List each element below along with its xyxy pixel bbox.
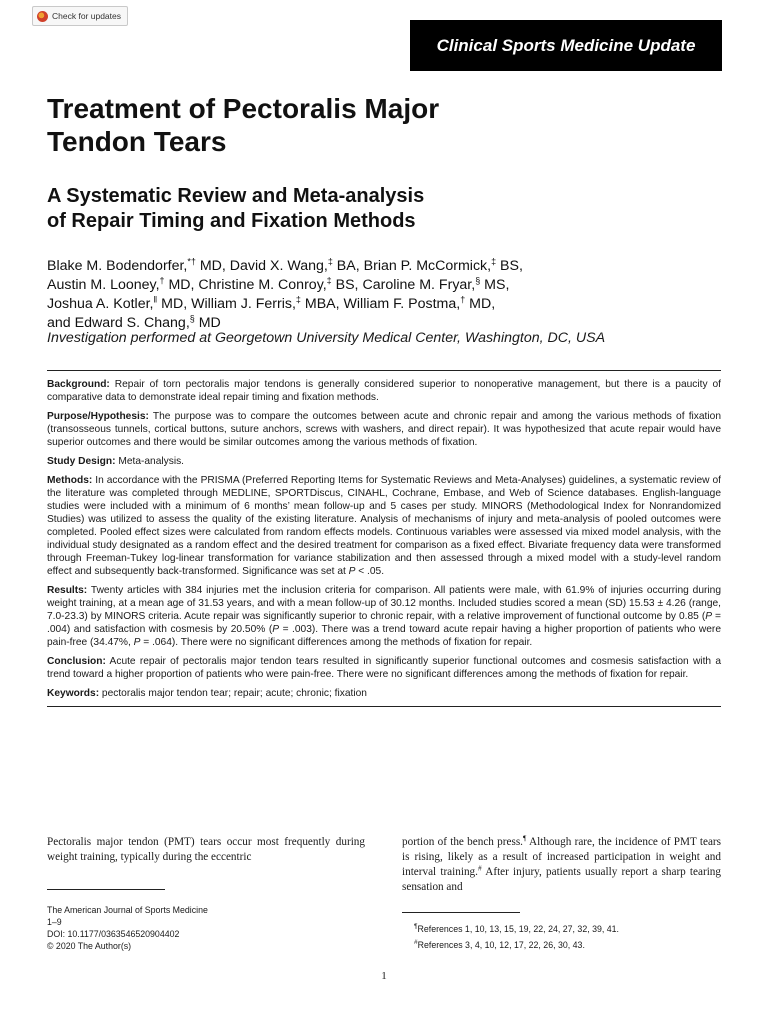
author: William F. Postma,† MD, bbox=[343, 294, 496, 312]
page-number: 1 bbox=[381, 970, 387, 982]
crossmark-icon bbox=[37, 11, 48, 22]
article-subtitle bbox=[47, 184, 707, 234]
body-text-left-column: Pectoralis major tendon (PMT) tears occur most frequently during weight training, typically during the eccentric bbox=[47, 836, 365, 863]
author: Joshua A. Kotler,‖ MD, bbox=[47, 294, 192, 312]
author: and Edward S. Chang,§ MD bbox=[47, 313, 221, 331]
abstract-conclusion: Conclusion: Acute repair of pectoralis major tendon tears resulted in significantly superior functional outcomes and cosmesis satisfaction with a trend toward a higher proportion of patients who were pain-free. There were no significant differences among the methods of fixation for repair. bbox=[47, 656, 721, 680]
footnote: ¶References 1, 10, 13, 15, 19, 22, 24, 27, 32, 39, 41. bbox=[414, 923, 619, 934]
author: Brian P. McCormick,‡ BS, bbox=[363, 256, 523, 274]
doi: DOI: 10.1177/0363546520904402 bbox=[47, 929, 180, 939]
abstract-results: Results: Twenty articles with 384 injuries met the inclusion criteria for comparison. All patients were male, with 61.9% of injuries occurring during weight training, at a mean age of 31.53 years, and with a mean follow-up of 30.12 months. Included studies scored a mean (SD) 15.53 ± 4.26 (range, 7.0-23.3) by MINORS criteria. Acute repair was significantly superior to chronic repair, with a relative improvement of functional outcome by 0.85 (P = .004) and satisfaction with cosmesis by 20.50% (P = .003). There was a trend toward acute repair having a higher proportion of patients who were pain-free (34.47%, P = .064). There were no significant differences among the methods of fixation for repair. bbox=[47, 585, 721, 648]
title-line-2: Tendon Tears bbox=[47, 126, 227, 157]
footnotes bbox=[414, 921, 724, 953]
author: Caroline M. Fryar,§ MS, bbox=[362, 275, 510, 293]
title-line-1: Treatment of Pectoralis Major bbox=[47, 93, 440, 124]
subtitle-line-1: A Systematic Review and Meta-analysis bbox=[47, 185, 425, 207]
affiliation: Investigation performed at Georgetown University Medical Center, Washington, DC, USA bbox=[47, 330, 606, 346]
author: Austin M. Looney,† MD, bbox=[47, 275, 199, 293]
section-banner: Clinical Sports Medicine Update bbox=[410, 20, 722, 71]
abstract-purpose: Purpose/Hypothesis: The purpose was to compare the outcomes between acute and chronic repair and among the various methods of fixation (transosseous tunnels, cortical buttons, suture anchors, screws with washers, and direct repair). It was hypothesized that acute repair would have superior outcomes and there would be similar outcomes among the various methods of fixation. bbox=[47, 411, 721, 448]
check-for-updates-label: Check for updates bbox=[52, 11, 121, 21]
body-text-right-column: portion of the bench press.¶ Although rare, the incidence of PMT tears is rising, likely as a result of increased participation in weight and interval training.# After injury, patients usually report a sharp tearing sensation and bbox=[402, 833, 721, 893]
abstract-background: Background: Repair of torn pectoralis major tendons is generally considered superior to nonoperative management, but there is a paucity of comparative data to demonstrate ideal repair timing and fixation methods. bbox=[47, 379, 721, 403]
journal-info bbox=[47, 904, 347, 952]
author: Christine M. Conroy,‡ BS, bbox=[198, 275, 363, 293]
check-for-updates-button[interactable] bbox=[32, 6, 128, 26]
author: Blake M. Bodendorfer,*† MD, bbox=[47, 256, 230, 274]
journal-name: The American Journal of Sports Medicine bbox=[47, 905, 208, 915]
copyright: © 2020 The Author(s) bbox=[47, 941, 132, 951]
author: William J. Ferris,‡ MBA, bbox=[191, 294, 344, 312]
author: David X. Wang,‡ BA, bbox=[229, 256, 364, 274]
abstract-methods: Methods: In accordance with the PRISMA (Preferred Reporting Items for Systematic Reviews and Meta-Analyses) guidelines, a systematic review of the literature was completed through MEDLINE, SPORTDiscus, CINAHL, Cochrane, Embase, and Web of Science databases. English-language studies were included with a minimum of 6 months’ mean follow-up and 5 cases per study. MINORS (Methodological Index for Nonrandomized Studies) was utilized to assess the quality of the existing literature. Analysis of mechanisms of injury and meta-analysis of pooled outcomes were completed. Pooled effect sizes were calculated from random effects models. Continuous variables were assessed via mixed model analysis, with the individual study designated as a random effect and the desired treatment for comparison as a fixed effect. Bivariate frequency data were transformed through Freeman-Tukey log-linear transformation for variance stabilization and then assessed through a mixed model with a study-level random effect and subsequently back-transformed. Significance was set at P < .05. bbox=[47, 475, 721, 577]
abstract-study-design: Study Design: Meta-analysis. bbox=[47, 456, 185, 467]
footnote-divider-right bbox=[402, 912, 520, 913]
footnote-divider-left bbox=[47, 889, 165, 890]
abstract bbox=[47, 370, 721, 707]
abstract-keywords: Keywords: pectoralis major tendon tear; repair; acute; chronic; fixation bbox=[47, 688, 367, 699]
page-range: 1–9 bbox=[47, 917, 62, 927]
footnote: #References 3, 4, 10, 12, 17, 22, 26, 30, 43. bbox=[414, 939, 585, 950]
article-title bbox=[47, 92, 707, 158]
author-list bbox=[47, 257, 717, 333]
subtitle-line-2: of Repair Timing and Fixation Methods bbox=[47, 210, 416, 232]
